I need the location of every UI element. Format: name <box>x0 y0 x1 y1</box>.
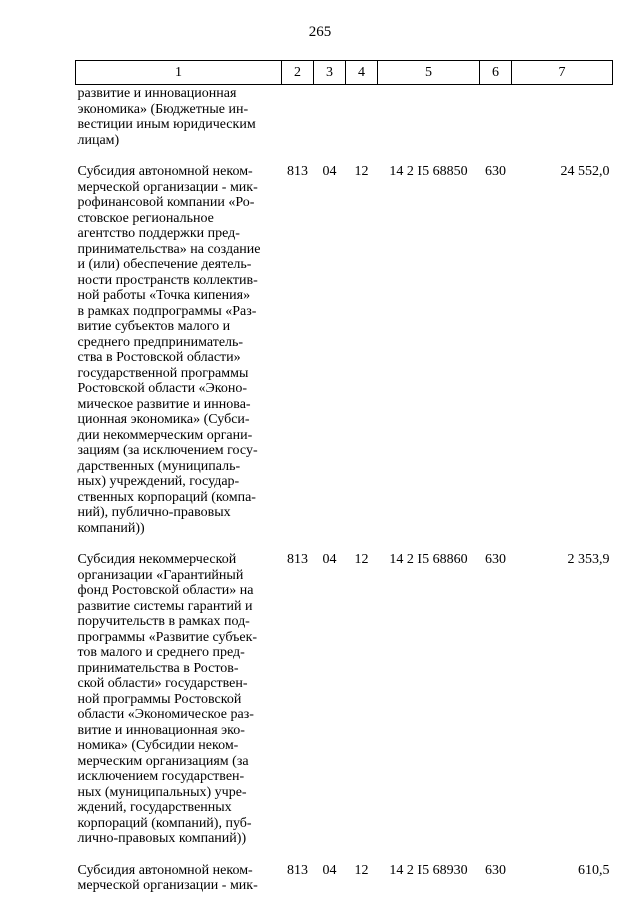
description-line: ства в Ростовской области» <box>77 350 241 365</box>
description-line: мерческой организации - мик- <box>77 878 258 893</box>
description-line: среднего предприниматель- <box>77 334 244 350</box>
description-line: принимательства в Ростов- <box>77 660 239 676</box>
description-line: ной работы «Точка кипения» <box>77 288 251 303</box>
description-line: ционная экономика» (Субси- <box>77 412 250 427</box>
expense-type-code <box>480 85 512 149</box>
description-line: ждений, государственных <box>77 800 232 815</box>
ved-code <box>282 85 314 149</box>
description-line: ственных корпораций (компа- <box>77 489 256 505</box>
description-line: Субсидия автономной неком- <box>77 164 253 179</box>
description-line: тов малого и среднего пред- <box>77 645 245 660</box>
description-line: ности пространств коллектив- <box>77 272 258 288</box>
description-line: ных (муниципальных) учре- <box>77 784 247 800</box>
amount-value: 2 353,9 <box>567 552 610 567</box>
description-line: поручительств в рамках под- <box>77 614 250 629</box>
description-line: лично-правовых компаний)) <box>77 831 247 846</box>
item-description <box>76 536 282 847</box>
section-code: 04 <box>322 862 337 878</box>
section-code: 04 <box>322 164 337 179</box>
item-description <box>76 85 282 149</box>
item-description <box>76 847 282 894</box>
description-line: номика» (Субсидии неком- <box>77 738 239 753</box>
description-line: государственной программы <box>77 365 249 381</box>
ved-code: 813 <box>287 164 308 179</box>
table-row <box>76 85 613 149</box>
description-line: в рамках подпрограммы «Раз- <box>77 303 257 319</box>
description-line: исключением государствен- <box>77 769 245 784</box>
amount-value: 24 552,0 <box>560 164 610 179</box>
description-line: организации «Гарантийный <box>77 567 244 583</box>
description-line: компаний)) <box>77 520 145 536</box>
target-article-code: 14 2 I5 68860 <box>389 552 468 567</box>
column-header: 5 <box>378 61 480 85</box>
ved-code: 813 <box>287 552 308 567</box>
target-article-code: 14 2 I5 68850 <box>389 164 468 179</box>
description-line: стовское региональное <box>77 210 214 226</box>
target-article-code: 14 2 I5 68930 <box>389 862 468 878</box>
description-line: мическое развитие и иннова- <box>77 396 251 412</box>
column-header: 7 <box>512 61 613 85</box>
description-line: ской области» государствен- <box>77 676 248 691</box>
page-number: 265 <box>308 24 332 40</box>
expense-type-code: 630 <box>485 862 506 878</box>
ved-code: 813 <box>287 862 308 878</box>
table-body <box>76 85 613 894</box>
description-line: Субсидия автономной неком- <box>77 862 253 878</box>
section-code: 04 <box>322 552 337 567</box>
description-line: ной программы Ростовской <box>77 691 242 707</box>
description-line: рофинансовой компании «Ро- <box>77 195 255 210</box>
description-line: лицам) <box>77 132 120 148</box>
budget-table <box>75 60 613 894</box>
description-line: мерческой организации - мик- <box>77 179 258 195</box>
description-line: агентство поддержки пред- <box>77 226 240 241</box>
description-line: Ростовской области «Эконо- <box>77 381 248 396</box>
subsection-code: 12 <box>354 164 369 179</box>
description-line: витие субъектов малого и <box>77 319 231 334</box>
description-line: корпораций (компаний), пуб- <box>77 815 252 831</box>
subsection-code: 12 <box>354 552 369 567</box>
item-description <box>76 148 282 536</box>
description-line: вестиции иным юридическим <box>77 117 256 132</box>
description-line: экономика» (Бюджетные ин- <box>77 101 249 117</box>
table-header-row <box>76 61 613 85</box>
description-line: дарственных (муниципаль- <box>77 458 241 474</box>
table-row <box>76 148 613 536</box>
target-article-code <box>378 85 480 149</box>
column-header: 3 <box>314 61 346 85</box>
description-line: Субсидия некоммерческой <box>77 552 237 567</box>
amount-value <box>512 85 613 149</box>
section-code <box>314 85 346 149</box>
description-line: развитие и инновационная <box>77 86 237 101</box>
amount-value: 610,5 <box>578 862 610 878</box>
description-line: программы «Развитие субъек- <box>77 629 258 645</box>
subsection-code <box>346 85 378 149</box>
description-line: области «Экономическое раз- <box>77 707 254 722</box>
description-line: витие и инновационная эко- <box>77 722 245 738</box>
description-line: дии некоммерческим органи- <box>77 427 253 443</box>
description-line: и (или) обеспечение деятель- <box>77 257 252 272</box>
description-line: мерческим организациям (за <box>77 753 249 769</box>
description-line: ний), публично-правовых <box>77 505 231 520</box>
description-line: принимательства» на создание <box>77 241 261 257</box>
table-row <box>76 536 613 847</box>
description-line: развитие системы гарантий и <box>77 598 253 614</box>
subsection-code: 12 <box>354 862 369 878</box>
column-header: 2 <box>282 61 314 85</box>
description-line: ных) учреждений, государ- <box>77 474 240 489</box>
column-header: 4 <box>346 61 378 85</box>
table-row <box>76 847 613 894</box>
description-line: фонд Ростовской области» на <box>77 583 254 598</box>
expense-type-code: 630 <box>485 552 506 567</box>
expense-type-code: 630 <box>485 164 506 179</box>
column-header: 1 <box>76 61 282 85</box>
description-line: зациям (за исключением госу- <box>77 443 258 458</box>
column-header: 6 <box>480 61 512 85</box>
